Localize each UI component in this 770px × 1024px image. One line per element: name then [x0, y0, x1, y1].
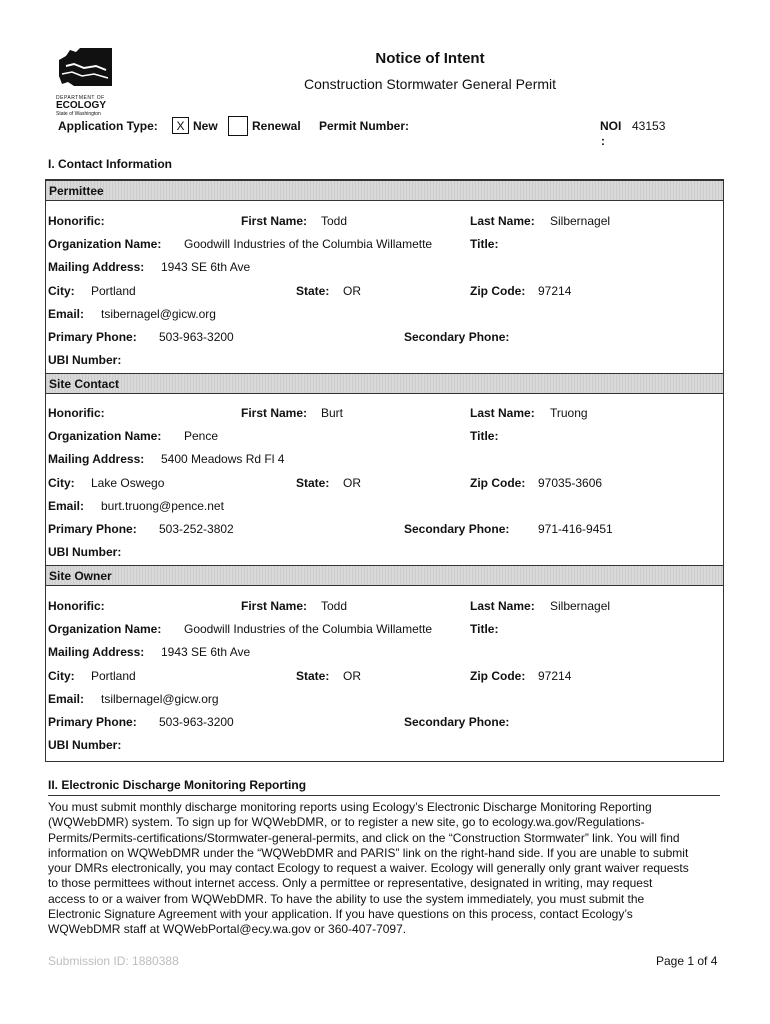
site-contact-zip: 97035-3606: [538, 476, 603, 490]
site-owner-ubi-row: [46, 734, 723, 757]
permittee-last-name: Silbernagel: [550, 214, 611, 228]
edmr-line: your DMRs electronically, you may contact Ecology to request a waiver. Ecology will generally only grant waiver requests: [48, 861, 689, 876]
city-label: City:: [48, 669, 75, 683]
renewal-label: Renewal: [252, 119, 301, 133]
site-contact-city: Lake Oswego: [91, 476, 165, 490]
email-label: Email:: [48, 692, 85, 706]
logo-dept-text: DEPARTMENT OF: [56, 95, 105, 101]
edmr-line: (WQWebDMR) system. To sign up for WQWebDMR, or to register a new site, go to ecology.wa.gov/Regulations-: [48, 815, 645, 830]
edmr-line: access to or a waiver from WQWebDMR. To have the ability to use the system immediately, you must submit the: [48, 891, 645, 906]
permittee-city: Portland: [91, 284, 136, 298]
first-name-label: First Name:: [241, 214, 308, 228]
organization-label: Organization Name:: [48, 622, 162, 636]
primary-phone-label: Primary Phone:: [48, 522, 137, 536]
mailing-address-label: Mailing Address:: [48, 452, 145, 466]
site-contact-city-row: [46, 472, 723, 495]
ubi-number-label: UBI Number:: [48, 545, 122, 559]
site-contact-mailing-address: 5400 Meadows Rd Fl 4: [161, 452, 285, 466]
city-label: City:: [48, 476, 75, 490]
state-label: State:: [296, 284, 330, 298]
submission-id: Submission ID: 1880388: [48, 954, 179, 968]
state-label: State:: [296, 476, 330, 490]
page-number: Page 1 of 4: [656, 954, 718, 968]
email-label: Email:: [48, 499, 85, 513]
site-owner-name-row: [46, 595, 723, 618]
site-contact-primary-phone: 503-252-3802: [159, 522, 234, 536]
zip-code-label: Zip Code:: [470, 669, 526, 683]
organization-label: Organization Name:: [48, 429, 162, 443]
noi-value: 43153: [632, 119, 666, 133]
noi-label: NOI: [600, 119, 622, 133]
secondary-phone-label: Secondary Phone:: [404, 715, 510, 729]
site-owner-section-header: Site Owner: [46, 565, 723, 586]
contact-information-box: [45, 179, 724, 762]
title-label: Title:: [470, 622, 499, 636]
secondary-phone-label: Secondary Phone:: [404, 330, 510, 344]
new-checkbox[interactable]: [172, 117, 189, 134]
site-owner-first-name: Todd: [321, 599, 348, 613]
site-contact-last-name: Truong: [550, 406, 588, 420]
mailing-address-label: Mailing Address:: [48, 645, 145, 659]
edmr-line: Permits/Permits-certifications/Stormwater-general-permits, and click on the “Construction Stormwater” link. You will find: [48, 830, 680, 845]
site-contact-org-row: [46, 425, 723, 448]
site-owner-email: tsilbernagel@gicw.org: [101, 692, 219, 706]
zip-code-label: Zip Code:: [470, 284, 526, 298]
edmr-line: information on WQWebDMR under the “WQWebDMR and PARIS” link on the right-hand side. If you are unable to submit: [48, 845, 689, 860]
site-owner-primary-phone: 503-963-3200: [159, 715, 234, 729]
site-contact-first-name: Burt: [321, 406, 344, 420]
last-name-label: Last Name:: [470, 214, 535, 228]
site-contact-organization: Pence: [184, 429, 219, 443]
site-owner-organization: Goodwill Industries of the Columbia Willamette: [184, 622, 433, 636]
edmr-line: You must submit monthly discharge monitoring reports using Ecology’s Electronic Discharge Monitoring Reporting: [48, 800, 652, 814]
renewal-checkbox[interactable]: [228, 116, 248, 136]
organization-label: Organization Name:: [48, 237, 162, 251]
last-name-label: Last Name:: [470, 599, 535, 613]
permittee-first-name: Todd: [321, 214, 348, 228]
site-owner-zip: 97214: [538, 669, 572, 683]
ubi-number-label: UBI Number:: [48, 353, 122, 367]
site-contact-mailing-row: [46, 448, 723, 471]
new-label: New: [193, 119, 218, 133]
permittee-primary-phone: 503-963-3200: [159, 330, 234, 344]
primary-phone-label: Primary Phone:: [48, 330, 137, 344]
email-label: Email:: [48, 307, 85, 321]
permittee-phone-row: [46, 326, 723, 349]
application-type-label: Application Type:: [58, 119, 158, 133]
site-owner-org-row: [46, 618, 723, 641]
document-title: Notice of Intent: [375, 50, 485, 67]
mailing-address-label: Mailing Address:: [48, 260, 145, 274]
zip-code-label: Zip Code:: [470, 476, 526, 490]
permittee-name-row: [46, 210, 723, 233]
permittee-org-row: [46, 233, 723, 256]
site-owner-city: Portland: [91, 669, 136, 683]
site-owner-mailing-row: [46, 641, 723, 664]
edmr-line: Electronic Signature Agreement with your application. If you have questions on this process, contact Ecology’s: [48, 907, 633, 922]
site-contact-secondary-phone: 971-416-9451: [538, 522, 613, 536]
secondary-phone-label: Secondary Phone:: [404, 522, 510, 536]
site-owner-email-row: [46, 688, 723, 711]
permittee-ubi-row: [46, 349, 723, 372]
title-label: Title:: [470, 429, 499, 443]
site-owner-phone-row: [46, 711, 723, 734]
permittee-state: OR: [343, 284, 361, 298]
permit-number-label: Permit Number:: [319, 119, 410, 133]
contact-information-heading: I. Contact Information: [48, 157, 172, 171]
last-name-label: Last Name:: [470, 406, 535, 420]
site-contact-name-row: [46, 402, 723, 425]
permittee-mailing-row: [46, 256, 723, 279]
noi-colon: :: [601, 134, 605, 148]
logo-ecology-text: ECOLOGY: [56, 100, 107, 111]
site-owner-city-row: [46, 665, 723, 688]
honorific-label: Honorific:: [48, 599, 105, 613]
permittee-section-header: Permittee: [46, 180, 723, 201]
logo-state-text: State of Washington: [56, 111, 101, 117]
first-name-label: First Name:: [241, 599, 308, 613]
honorific-label: Honorific:: [48, 214, 105, 228]
edmr-heading-rule: [48, 795, 720, 796]
site-contact-section-header: Site Contact: [46, 373, 723, 394]
ubi-number-label: UBI Number:: [48, 738, 122, 752]
permittee-email-row: [46, 303, 723, 326]
site-contact-ubi-row: [46, 541, 723, 564]
site-owner-state: OR: [343, 669, 361, 683]
site-contact-state: OR: [343, 476, 361, 490]
new-check-mark: X: [176, 118, 185, 133]
edmr-line: WQWebDMR staff at WQWebPortal@ecy.wa.gov or 360-407-7097.: [48, 922, 407, 937]
permittee-city-row: [46, 280, 723, 303]
document-subtitle: Construction Stormwater General Permit: [303, 76, 557, 92]
title-label: Title:: [470, 237, 499, 251]
site-contact-phone-row: [46, 518, 723, 541]
permittee-email: tsibernagel@gicw.org: [101, 307, 216, 321]
site-owner-last-name: Silbernagel: [550, 599, 611, 613]
site-owner-mailing-address: 1943 SE 6th Ave: [161, 645, 251, 659]
permittee-organization: Goodwill Industries of the Columbia Willamette: [184, 237, 433, 251]
first-name-label: First Name:: [241, 406, 308, 420]
city-label: City:: [48, 284, 75, 298]
permittee-zip: 97214: [538, 284, 572, 298]
edmr-heading: II. Electronic Discharge Monitoring Reporting: [48, 778, 307, 792]
state-label: State:: [296, 669, 330, 683]
edmr-paragraph: [48, 800, 728, 938]
site-contact-email: burt.truong@pence.net: [101, 499, 224, 513]
primary-phone-label: Primary Phone:: [48, 715, 137, 729]
honorific-label: Honorific:: [48, 406, 105, 420]
site-contact-email-row: [46, 495, 723, 518]
permittee-mailing-address: 1943 SE 6th Ave: [161, 260, 251, 274]
edmr-line: to those permittees without internet access. Only a permittee or representative, designated in writing, may request: [48, 876, 653, 891]
